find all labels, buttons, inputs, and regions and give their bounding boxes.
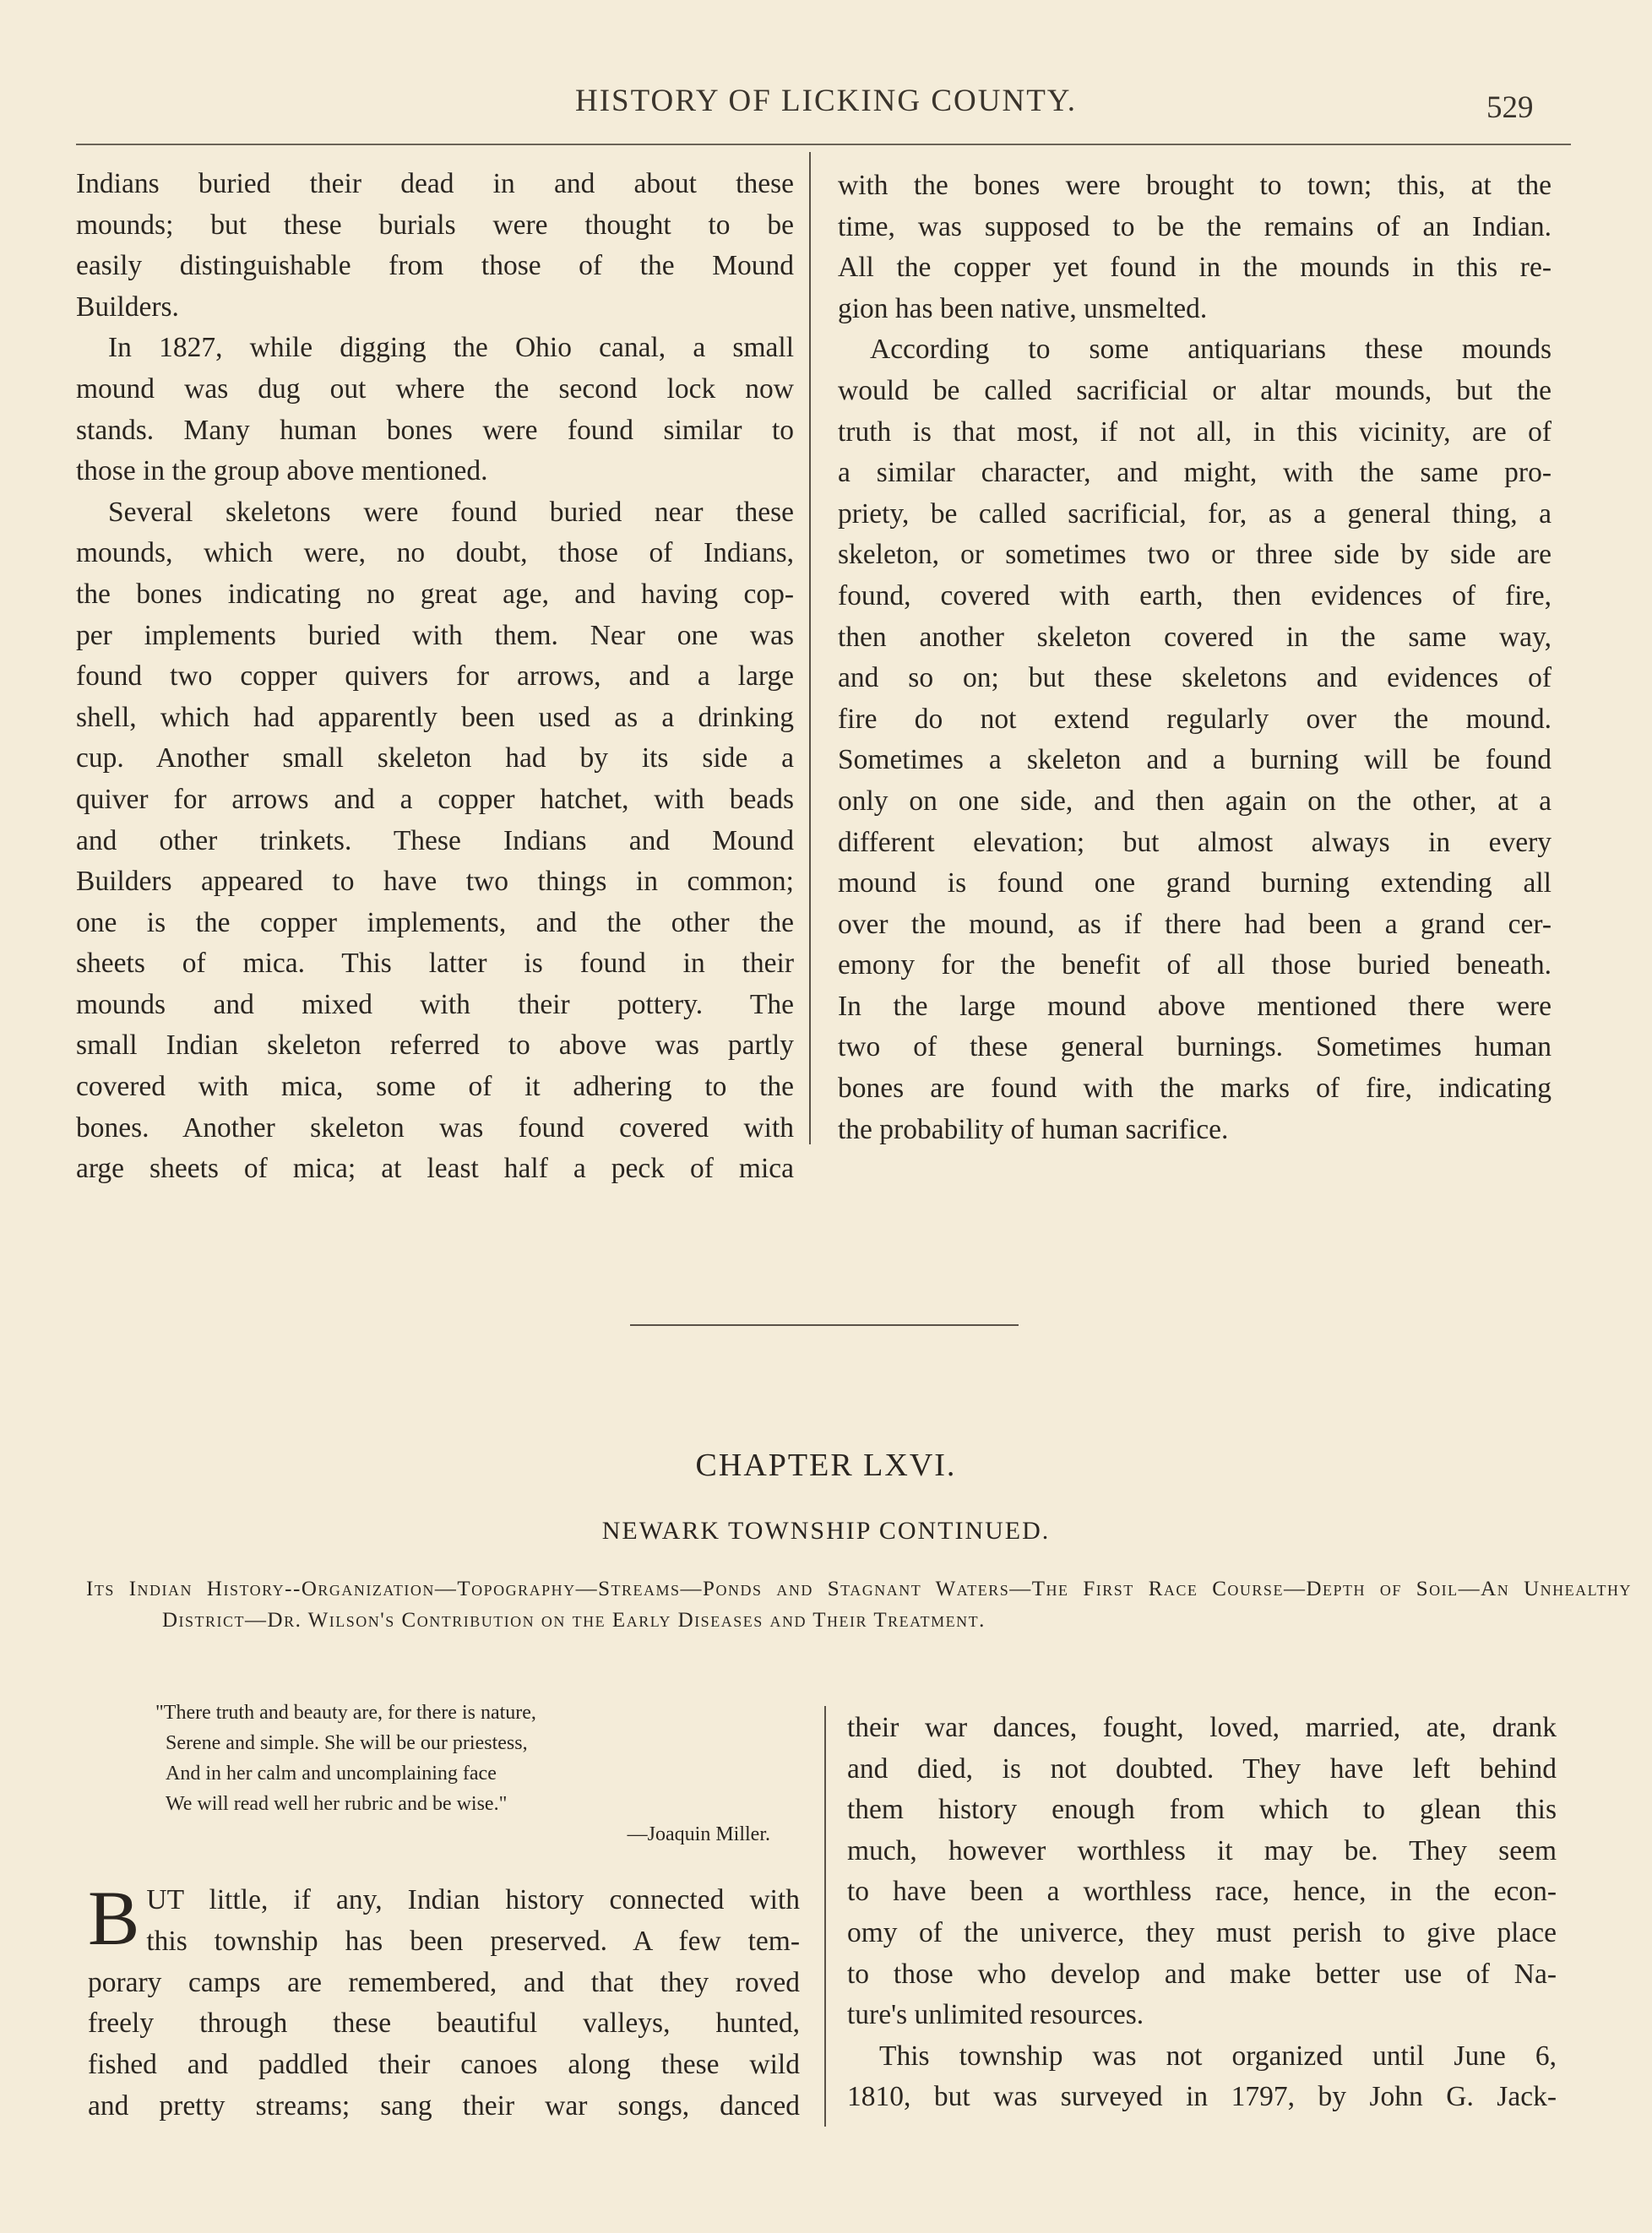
chapter-subtitle: NEWARK TOWNSHIP CONTINUED. bbox=[601, 1517, 1051, 1545]
text-line: small Indian skeleton referred to above was partly bbox=[76, 1030, 794, 1062]
text-line: and other trinkets. These Indians and Mound bbox=[76, 824, 794, 856]
text-line: different elevation; but almost always in every bbox=[838, 826, 1551, 858]
text-line: UT little, if any, Indian history connected with bbox=[146, 1884, 800, 1915]
text-line: to those who develop and make better use of Na- bbox=[847, 1958, 1557, 1990]
text-line: per implements buried with them. Near one was bbox=[76, 619, 794, 651]
text-line: one is the copper implements, and the other the bbox=[76, 906, 794, 938]
text-line: found, covered with earth, then evidences of fire, bbox=[838, 579, 1551, 611]
epigraph-line: Serene and simple. She will be our priestess, bbox=[166, 1732, 528, 1754]
bottom-right-column bbox=[847, 1708, 1557, 2118]
text-line: In 1827, while digging the Ohio canal, a small bbox=[108, 332, 794, 364]
text-line: over the mound, as if there had been a grand cer- bbox=[838, 908, 1551, 940]
epigraph-line: We will read well her rubric and be wise." bbox=[166, 1793, 508, 1815]
text-line: emony for the benefit of all those buried beneath. bbox=[838, 949, 1551, 981]
text-line: gion has been native, unsmelted. bbox=[838, 292, 1208, 324]
text-line: mound is found one grand burning extending all bbox=[838, 867, 1551, 899]
text-line: then another skeleton covered in the same way, bbox=[838, 621, 1551, 653]
text-line: Builders. bbox=[76, 291, 179, 323]
epigraph bbox=[155, 1698, 774, 1850]
text-line: porary camps are remembered, and that they roved bbox=[88, 1966, 800, 1998]
section-rule bbox=[630, 1324, 1019, 1326]
text-line: priety, be called sacrificial, for, as a general thing, a bbox=[838, 497, 1551, 530]
text-line: a similar character, and might, with the same pro- bbox=[838, 457, 1551, 489]
text-line: two of these general burnings. Sometimes human bbox=[838, 1031, 1551, 1063]
header-rule bbox=[76, 144, 1571, 145]
text-line: Builders appeared to have two things in common; bbox=[76, 866, 794, 898]
text-line: cup. Another small skeleton had by its side a bbox=[76, 742, 794, 774]
text-line: arge sheets of mica; at least half a peck of mica bbox=[76, 1153, 794, 1185]
top-left-column bbox=[76, 164, 794, 1190]
chapter-synopsis: Its Indian History--Organization—Topography—Streams—Ponds and Stagnant Waters—The First Race Course—Depth of Soil—An Unhealthy District—Dr. Wilson's Contribution on the Early Diseases and Their Treatment. bbox=[86, 1578, 1632, 1632]
text-line: Several skeletons were found buried near these bbox=[108, 496, 794, 528]
epigraph-line: "There truth and beauty are, for there is nature, bbox=[155, 1702, 536, 1724]
page-number: 529 bbox=[1486, 90, 1534, 125]
text-line: and pretty streams; sang their war songs, danced bbox=[88, 2089, 800, 2122]
text-line: sheets of mica. This latter is found in their bbox=[76, 948, 794, 980]
text-line: fire do not extend regularly over the mound. bbox=[838, 703, 1551, 735]
bottom-left-column bbox=[88, 1875, 800, 2127]
chapter-title: CHAPTER LXVI. bbox=[695, 1448, 957, 1483]
text-line: the probability of human sacrifice. bbox=[838, 1113, 1229, 1145]
text-line: omy of the univerce, they must perish to give place bbox=[847, 1916, 1557, 1948]
text-line: truth is that most, if not all, in this vicinity, are of bbox=[838, 416, 1551, 448]
drop-cap: B bbox=[88, 1875, 140, 1961]
text-line: to have been a worthless race, hence, in the econ- bbox=[847, 1876, 1557, 1908]
text-line: bones. Another skeleton was found covered with bbox=[76, 1111, 794, 1144]
text-line: found two copper quivers for arrows, and a large bbox=[76, 660, 794, 693]
text-line: their war dances, fought, loved, married, ate, drank bbox=[847, 1712, 1557, 1743]
text-line: skeleton, or sometimes two or three side by side are bbox=[838, 539, 1551, 571]
text-line: time, was supposed to be the remains of an Indian. bbox=[838, 210, 1551, 242]
text-line: them history enough from which to glean this bbox=[847, 1794, 1557, 1826]
text-line: much, however worthless it may be. They seem bbox=[847, 1834, 1557, 1866]
epigraph-attribution: —Joaquin Miller. bbox=[627, 1823, 770, 1845]
text-line: with the bones were brought to town; this, at the bbox=[838, 170, 1551, 201]
text-line: shell, which had apparently been used as a drinking bbox=[76, 701, 794, 733]
text-line: bones are found with the marks of fire, indicating bbox=[838, 1073, 1551, 1105]
text-line: Indians buried their dead in and about these bbox=[76, 168, 794, 199]
text-line: quiver for arrows and a copper hatchet, with beads bbox=[76, 783, 794, 815]
top-right-column bbox=[838, 166, 1551, 1150]
text-line: mound was dug out where the second lock now bbox=[76, 372, 794, 405]
text-line: Sometimes a skeleton and a burning will be found bbox=[838, 744, 1551, 776]
text-line: and so on; but these skeletons and evidences of bbox=[838, 662, 1551, 694]
text-line: All the copper yet found in the mounds in this re- bbox=[838, 252, 1551, 284]
text-line: this township has been preserved. A few tem- bbox=[146, 1925, 800, 1957]
text-line: mounds, which were, no doubt, those of Indians, bbox=[76, 537, 794, 569]
text-line: and died, is not doubted. They have left behind bbox=[847, 1752, 1557, 1785]
text-line: stands. Many human bones were found similar to bbox=[76, 414, 794, 446]
text-line: those in the group above mentioned. bbox=[76, 455, 488, 487]
text-line: 1810, but was surveyed in 1797, by John G. Jack- bbox=[847, 2081, 1557, 2113]
text-line: the bones indicating no great age, and having cop- bbox=[76, 578, 794, 610]
running-title: HISTORY OF LICKING COUNTY. bbox=[574, 84, 1078, 118]
text-line: freely through these beautiful valleys, hunted, bbox=[88, 2008, 800, 2040]
text-line: fished and paddled their canoes along these wild bbox=[88, 2049, 800, 2081]
column-divider bbox=[809, 152, 811, 1144]
text-line: ture's unlimited resources. bbox=[847, 1999, 1144, 2031]
text-line: mounds; but these burials were thought to be bbox=[76, 209, 794, 241]
epigraph-line: And in her calm and uncomplaining face bbox=[166, 1763, 497, 1785]
text-line: would be called sacrificial or altar mounds, but the bbox=[838, 374, 1551, 406]
text-line: This township was not organized until June 6, bbox=[879, 2040, 1557, 2072]
text-line: mounds and mixed with their pottery. The bbox=[76, 988, 794, 1020]
text-line: only on one side, and then again on the other, at a bbox=[838, 785, 1551, 817]
text-line: According to some antiquarians these mounds bbox=[870, 334, 1551, 366]
text-line: covered with mica, some of it adhering to the bbox=[76, 1071, 794, 1103]
text-line: In the large mound above mentioned there were bbox=[838, 990, 1551, 1022]
column-divider bbox=[824, 1706, 826, 2127]
text-line: easily distinguishable from those of the Mound bbox=[76, 250, 794, 282]
